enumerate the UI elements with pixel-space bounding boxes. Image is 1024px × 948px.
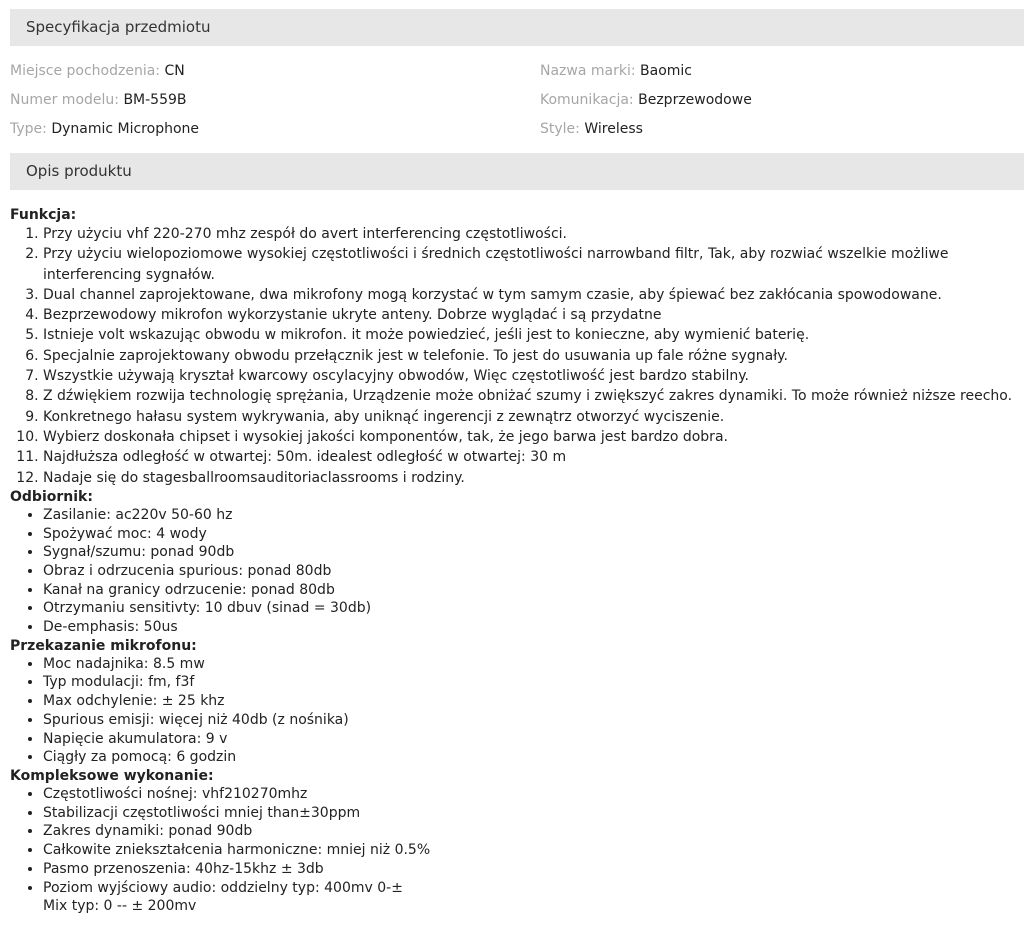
- odbiornik-title: Odbiornik:: [10, 488, 93, 505]
- list-item: • Max odchylenie: ± 25 khz: [43, 692, 1024, 711]
- spec-value: CN: [164, 63, 185, 79]
- spec-label: Numer modelu:: [10, 92, 124, 108]
- list-item: • Zasilanie: ac220v 50-60 hz: [43, 506, 1024, 525]
- spec-label: Miejsce pochodzenia:: [10, 63, 165, 79]
- list-item: 8. Z dźwiękiem rozwija technologię sprężania, Urządzenie może obniżać szumy i zwiększyć zakres dynamiki. To może również niższe reecho.: [43, 386, 1024, 406]
- list-item: • De-emphasis: 50us: [43, 618, 1024, 637]
- list-item: • Moc nadajnika: 8.5 mw: [43, 655, 1024, 674]
- list-item: 7. Wszystkie używają kryształ kwarcowy oscylacyjny obwodów, Więc częstotliwość jest bardzo stabilny.: [43, 366, 1024, 386]
- spec-value: Bezprzewodowe: [638, 92, 752, 108]
- funkcja-title: Funkcja:: [10, 207, 77, 223]
- spec-row-origin: [10, 63, 185, 79]
- spec-label: Type:: [10, 121, 52, 137]
- spec-label: Style:: [540, 121, 585, 137]
- list-item: • Sygnał/szumu: ponad 90db: [43, 543, 1024, 562]
- list-item: • Spożywać moc: 4 wody: [43, 525, 1024, 544]
- list-item-text: Poziom wyjściowy audio: oddzielny typ: 400mv 0-±: [43, 879, 403, 896]
- list-item: • Otrzymaniu sensitivty: 10 dbuv (sinad = 30db): [43, 599, 1024, 618]
- spec-value: Baomic: [640, 63, 693, 79]
- spec-section-title: Specyfikacja przedmiotu: [26, 18, 211, 36]
- kompleksowe-list: [10, 785, 1024, 916]
- list-item: • Napięcie akumulatora: 9 v: [43, 730, 1024, 749]
- desc-section-title: Opis produktu: [26, 162, 132, 180]
- spec-label: Komunikacja:: [540, 92, 639, 108]
- list-item: • Typ modulacji: fm, f3f: [43, 673, 1024, 692]
- desc-section-header: [10, 153, 1024, 190]
- spec-row-communication: [540, 92, 752, 108]
- list-item: [43, 879, 1024, 916]
- spec-row-brand: [540, 63, 692, 79]
- product-page: [0, 9, 1024, 916]
- list-item: • Kanał na granicy odrzucenie: ponad 80db: [43, 581, 1024, 600]
- list-item: 5. Istnieje volt wskazując obwodu w mikrofon. it może powiedzieć, jeśli jest to konieczne, aby wymienić baterię.: [43, 325, 1024, 345]
- list-item: • Stabilizacji częstotliwości mniej than±30ppm: [43, 804, 1024, 823]
- przekazanie-list: [10, 655, 1024, 767]
- funkcja-list: [10, 224, 1024, 488]
- list-item: 2. Przy użyciu wielopoziomowe wysokiej częstotliwości i średnich częstotliwości narrowband filtr, Tak, aby rozwiać wszelkie możliwe interferencing sygnałów.: [43, 244, 1024, 285]
- kompleksowe-title: Kompleksowe wykonanie:: [10, 768, 214, 784]
- list-item: • Obraz i odrzucenia spurious: ponad 80db: [43, 562, 1024, 581]
- list-item: 10. Wybierz doskonała chipset i wysokiej jakości komponentów, tak, że jego barwa jest bardzo dobra.: [43, 427, 1024, 447]
- list-item: • Całkowite zniekształcenia harmoniczne: mniej niż 0.5%: [43, 841, 1024, 860]
- spec-section-header: [10, 9, 1024, 46]
- list-item: • Ciągły za pomocą: 6 godzin: [43, 748, 1024, 767]
- list-item: 1. Przy użyciu vhf 220-270 mhz zespół do avert interferencing częstotliwości.: [43, 224, 1024, 244]
- list-item: • Zakres dynamiki: ponad 90db: [43, 822, 1024, 841]
- spec-row-model: [10, 92, 187, 108]
- odbiornik-list: [10, 506, 1024, 637]
- list-item: 9. Konkretnego hałasu system wykrywania, aby uniknąć ingerencji z zewnątrz otworzyć wyciszenie.: [43, 407, 1024, 427]
- list-item: 11. Najdłuższa odległość w otwartej: 50m. idealest odległość w otwartej: 30 m: [43, 447, 1024, 467]
- list-item: • Spurious emisji: więcej niż 40db (z nośnika): [43, 711, 1024, 730]
- product-description: [0, 190, 1024, 916]
- spec-table: [0, 46, 1024, 153]
- list-item: 4. Bezprzewodowy mikrofon wykorzystanie ukryte anteny. Dobrze wyglądać i są przydatne: [43, 305, 1024, 325]
- spec-value: BM-559B: [123, 92, 187, 108]
- list-item: • Częstotliwości nośnej: vhf210270mhz: [43, 785, 1024, 804]
- spec-value: Dynamic Microphone: [51, 121, 200, 137]
- spec-label: Nazwa marki:: [540, 63, 641, 79]
- spec-value: Wireless: [584, 121, 643, 137]
- list-item: 6. Specjalnie zaprojektowany obwodu przełącznik jest w telefonie. To jest do usuwania up fale różne sygnały.: [43, 346, 1024, 366]
- spec-row-style: [540, 121, 643, 137]
- list-item: • Pasmo przenoszenia: 40hz-15khz ± 3db: [43, 860, 1024, 879]
- spec-row-type: [10, 121, 199, 137]
- list-item-continuation: Mix typ: 0 -- ± 200mv: [43, 898, 197, 915]
- list-item: 12. Nadaje się do stagesballroomsauditoriaclassrooms i rodziny.: [43, 468, 1024, 488]
- list-item: 3. Dual channel zaprojektowane, dwa mikrofony mogą korzystać w tym samym czasie, aby śpiewać bez zakłócania spowodowane.: [43, 285, 1024, 305]
- przekazanie-title: Przekazanie mikrofonu:: [10, 637, 197, 654]
